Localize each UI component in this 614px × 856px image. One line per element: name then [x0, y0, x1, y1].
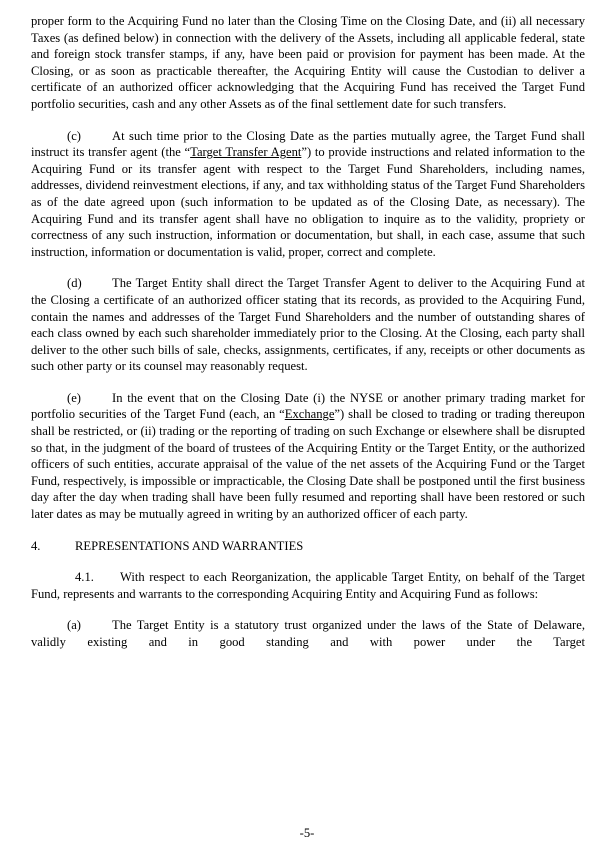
term-exchange: Exchange — [284, 407, 335, 422]
paragraph-d — [31, 275, 585, 375]
paragraph-4-1-label: 4.1. — [75, 570, 94, 585]
paragraph-4-1 — [31, 569, 585, 602]
term-target-transfer-agent: Target Transfer Agent — [190, 145, 302, 160]
paragraph-4-1-text: With respect to each Reorganization, the applicable Target Entity, on behalf of the Target Fund, represents and warrants to the corresponding Acquiring Entity and Acquiring Fund as follows: — [31, 570, 585, 601]
page-number: -5- — [299, 826, 315, 841]
paragraph-continuation: proper form to the Acquiring Fund no later than the Closing Time on the Closing Date, and (ii) all necessary Taxes (as defined below) in connection with the delivery of the Assets, including all applicable federal, state and foreign stock transfer stamps, if any, have been paid or provision for payment has been made. At the Closing, or as soon as practicable thereafter, the Acquiring Entity will cause the Custodian to deliver a certificate of an authorized officer acknowledging that the Acquiring Fund has received the Target Fund portfolio securities, cash and any other Assets as of the final settlement date for such transfers. — [31, 14, 585, 111]
section-4-title: REPRESENTATIONS AND WARRANTIES — [75, 538, 304, 553]
paragraph-e-label: (e) — [67, 390, 81, 405]
paragraph-c — [31, 128, 585, 261]
paragraph-e — [31, 390, 585, 523]
paragraph-d-label: (d) — [67, 276, 82, 291]
paragraph-c-label: (c) — [67, 128, 81, 143]
paragraph-a-text: The Target Entity is a statutory trust organized under the laws of the State of Delaware, validly existing and in good standing and with power under the Target — [31, 618, 585, 649]
paragraph-a — [31, 617, 585, 650]
paragraph-e-text-after: ”) shall be closed to trading or trading thereupon shall be restricted, or (ii) trading or the reporting of trading on such Exchange or elsewhere shall be disrupted so that, in the judgment of the board of trustees of the Acquiring Entity or the Target Entity, or the authorized officers of such entities, accurate appraisal of the value of the net assets of the Acquiring Fund or the Target Fund, respectively, is impossible or impracticable, the Closing Date shall be postponed until the first business day after the day when trading shall have been fully resumed and reporting shall have been restored or such later dates as may be mutually agreed in writing by an authorized officer of each party. — [31, 407, 585, 522]
paragraph-a-label: (a) — [67, 618, 81, 633]
paragraph-e-text-before: In the event that on the Closing Date (i) the NYSE or another primary trading market for portfolio securities of the Target Fund (each, an “ — [31, 390, 585, 422]
paragraph-c-text-after: ”) to provide instructions and related information to the Acquiring Fund or its transfer agent with respect to the Target Fund Shareholders, including names, addresses, dividend reinvestment elections, if any, and tax withholding status of the Target Fund Shareholders as of the date agreed upon (such information to be updated as of the Closing Date, as necessary). The Acquiring Fund and its transfer agent shall have no obligation to inquire as to the validity, propriety or correctness of any such instruction, information or documentation, but shall, in each case, assume that such instruction, information or documentation is valid, proper, correct and complete. — [31, 145, 585, 259]
paragraph-c-text-before: At such time prior to the Closing Date as the parties mutually agree, the Target Fund shall instruct its transfer agent (the “ — [31, 128, 585, 160]
section-4-heading — [31, 538, 585, 555]
paragraph-d-text: The Target Entity shall direct the Target Transfer Agent to deliver to the Acquiring Fund at the Closing a certificate of an authorized officer stating that its records, as provided to the Acquiring Fund, contain the names and addresses of the Target Fund Shareholders and the number of outstanding shares of each class owned by each such shareholder immediately prior to the Closing. At the Closing, each party shall deliver to the other such bills of sale, checks, assignments, certificates, if any, receipts or other documents as such other party or its counsel may reasonably request. — [31, 276, 585, 374]
section-4-number: 4. — [31, 538, 41, 553]
